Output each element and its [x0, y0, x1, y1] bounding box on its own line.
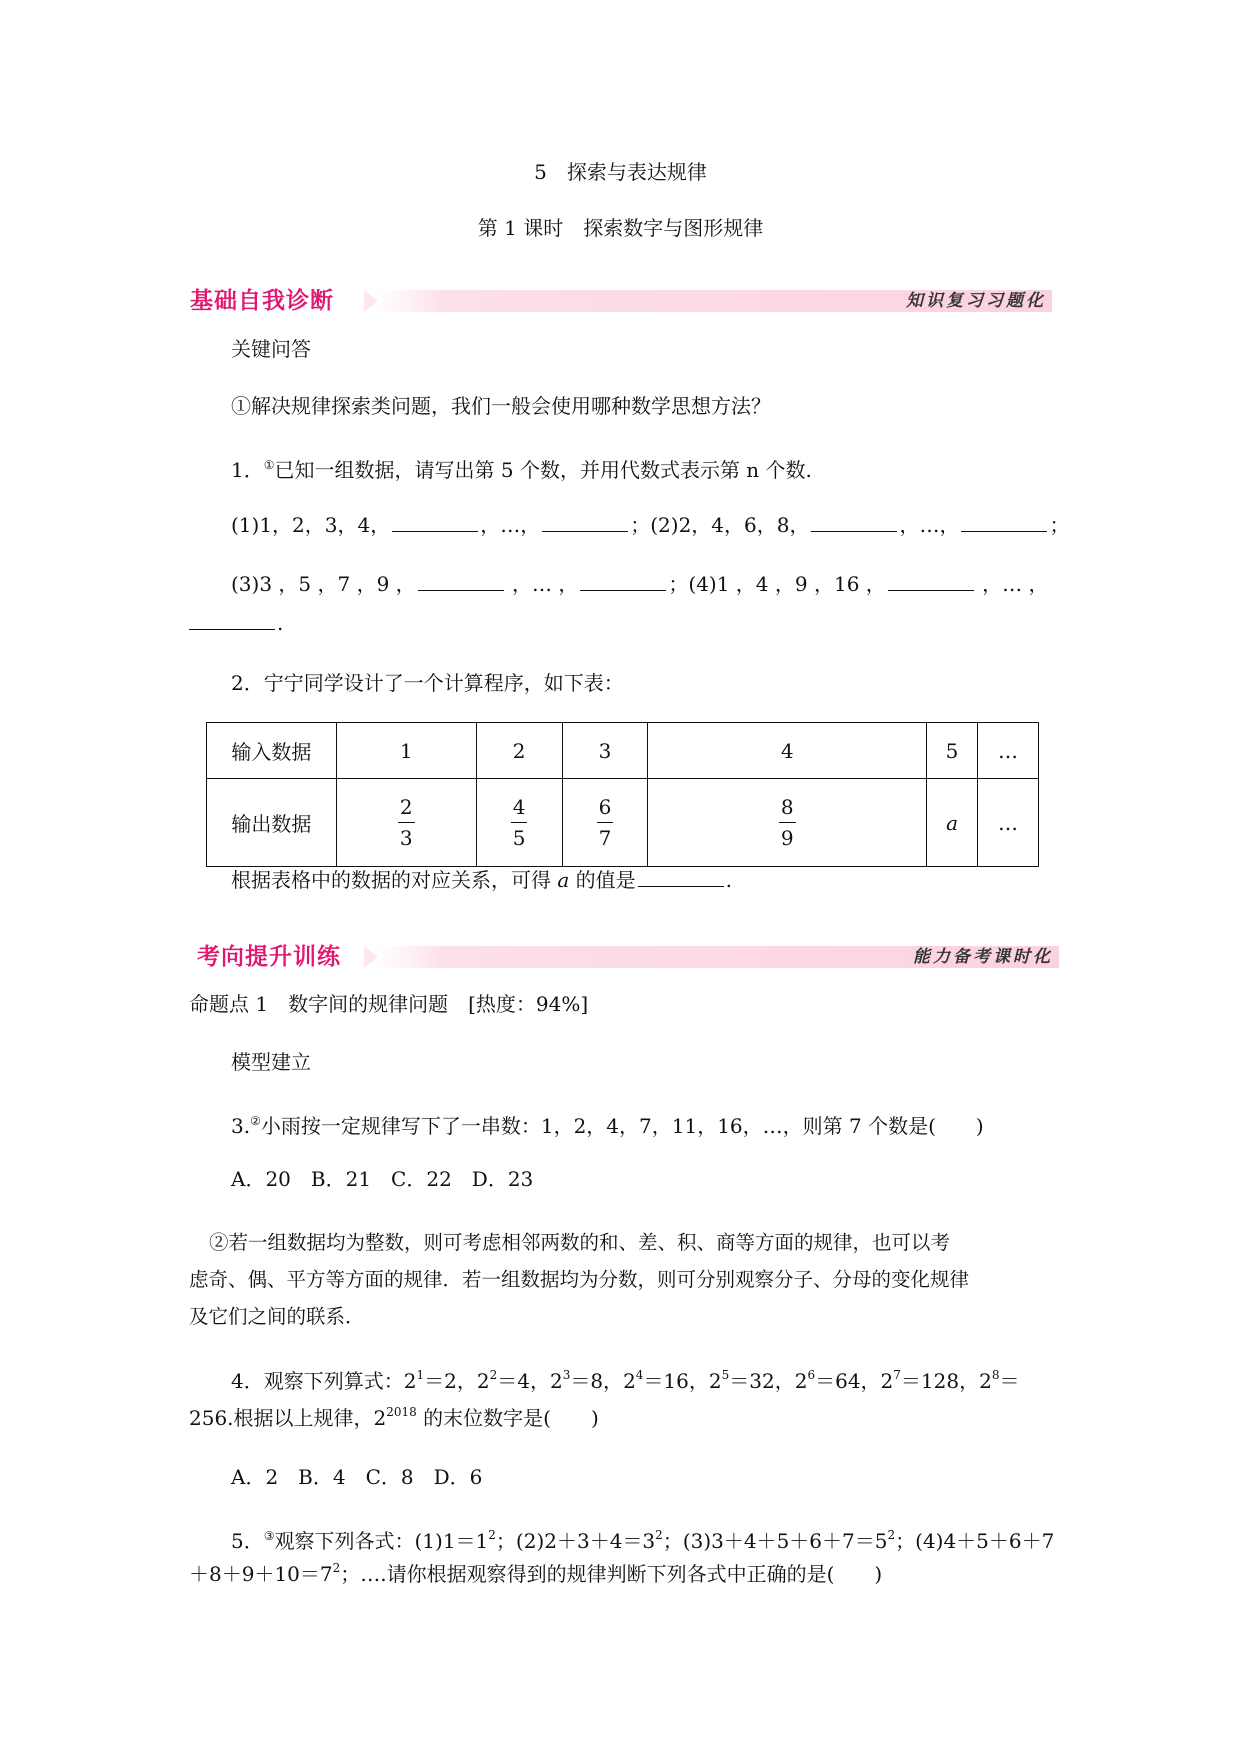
- power-base: 2: [403, 1369, 417, 1393]
- section-banner-basic: [190, 286, 1052, 316]
- table-cell: [562, 779, 648, 867]
- table-cell: 2: [476, 723, 562, 779]
- table-cell: 5: [927, 723, 978, 779]
- q1-part3: (3)3 ，5 ，7 ，9 ，: [231, 572, 416, 596]
- q1-sep: ，…，: [480, 513, 541, 537]
- key-question-1: ①解决规律探索类问题，我们一般会使用哪种数学思想方法？: [231, 394, 771, 418]
- q4-options: A．2 B．4 C．8 D．6: [231, 1465, 483, 1489]
- q4-line-2: [189, 1403, 599, 1433]
- power-exponent: 5: [721, 1368, 730, 1382]
- q5-text: ＋8＋9＋10＝7: [189, 1562, 333, 1586]
- q1-part4: ；(4)1 ，4 ，9 ，16 ，: [668, 572, 886, 596]
- table-cell: [927, 779, 978, 867]
- question-2: 2．宁宁同学设计了一个计算程序，如下表：: [231, 671, 624, 695]
- fraction: [597, 792, 614, 853]
- q5-square: 2: [332, 1561, 341, 1575]
- q5-text: ；….请你根据观察得到的规律判断下列各式中正确的是( ): [340, 1562, 883, 1586]
- denominator: 9: [780, 826, 794, 850]
- answer-blank[interactable]: [392, 513, 478, 532]
- lesson-title: 第 1 课时 探索数字与图形规律: [477, 216, 764, 240]
- q1-row-1: [231, 510, 1069, 540]
- power-result: ＝8，: [570, 1369, 624, 1393]
- table-cell: 3: [562, 723, 648, 779]
- power-base: 2: [476, 1369, 490, 1393]
- q4-intro: 4．观察下列算式：: [231, 1369, 404, 1393]
- answer-blank[interactable]: [961, 513, 1047, 532]
- q1-marker: ①: [263, 458, 275, 472]
- q3-number: 3.: [231, 1114, 251, 1138]
- q2-end: .: [725, 868, 733, 892]
- power-exponent: 8: [991, 1368, 1000, 1382]
- topic-point-1: 命题点 1 数字间的规律问题 [热度：94%]: [189, 992, 589, 1016]
- power-result: ＝4，: [497, 1369, 550, 1393]
- q5-square: 2: [655, 1528, 663, 1542]
- section-title-advanced: 考向提升训练: [197, 944, 341, 970]
- row-label-output: 输出数据: [207, 779, 337, 867]
- q1-period: .: [277, 611, 284, 635]
- q1-number: 1．: [231, 458, 264, 482]
- answer-blank[interactable]: [580, 572, 666, 591]
- q1-sep: ，… ，: [505, 572, 579, 596]
- answer-blank[interactable]: [542, 513, 628, 532]
- power-result: ＝: [999, 1369, 1020, 1393]
- key-qa-label: 关键问答: [231, 337, 311, 361]
- power-base: 2: [623, 1369, 636, 1393]
- power-exponent: 7: [893, 1368, 901, 1382]
- numerator: 6: [597, 792, 614, 823]
- q2-followup: [231, 865, 732, 895]
- q5-text: 观察下列各式：(1)1＝1: [274, 1529, 489, 1553]
- q1-text: 已知一组数据，请写出第 5 个数，并用代数式表示第 n 个数.: [274, 458, 812, 482]
- numerator: 8: [779, 792, 796, 823]
- q1-sep: ，… ，: [975, 572, 1049, 596]
- q5-number: 5．: [231, 1529, 264, 1553]
- table-cell: 4: [648, 723, 927, 779]
- q1-part2: ；(2)2，4，6，8，: [630, 513, 810, 537]
- answer-blank[interactable]: [189, 611, 275, 630]
- chapter-title: 5 探索与表达规律: [534, 160, 707, 184]
- q1-end: ；: [1049, 513, 1070, 537]
- numerator: 4: [511, 792, 528, 823]
- q3-marker: ②: [250, 1114, 261, 1128]
- q5-line-2: [189, 1559, 882, 1589]
- row-label-input: 输入数据: [207, 723, 337, 779]
- q3-text: 小雨按一定规律写下了一串数：1，2，4，7，11，16，…，则第 7 个数是( ): [260, 1114, 984, 1138]
- q1-part1: (1)1，2，3，4，: [231, 513, 391, 537]
- power-result: ＝64，: [815, 1369, 881, 1393]
- fraction: [779, 792, 796, 853]
- note-2-line-1: ②若一组数据均为整数，则可考虑相邻两数的和、差、积、商等方面的规律，也可以考: [209, 1231, 951, 1254]
- q4-line2-pre: 256.根据以上规律，2: [189, 1406, 387, 1430]
- power-exponent: 2: [489, 1368, 498, 1382]
- denominator: 3: [399, 826, 413, 850]
- q1-row-3: [189, 608, 283, 638]
- power-result: ＝32，: [729, 1369, 795, 1393]
- table-cell: [476, 779, 562, 867]
- note-2-line-3: 及它们之间的联系．: [189, 1305, 365, 1328]
- note-2-line-2: 虑奇、偶、平方等方面的规律．若一组数据均为分数，则可分别观察分子、分母的变化规律: [189, 1268, 970, 1291]
- model-label: 模型建立: [231, 1050, 311, 1074]
- q5-marker: ③: [263, 1529, 275, 1543]
- fraction: [398, 792, 415, 853]
- table-cell: …: [978, 723, 1039, 779]
- q5-square: 2: [887, 1528, 896, 1542]
- table-row-output: [207, 779, 1039, 867]
- power-exponent: 4: [635, 1368, 644, 1382]
- section-title-basic: 基础自我诊断: [190, 288, 334, 314]
- q5-text: ；(4)4＋5＋6＋7: [895, 1529, 1055, 1553]
- q2-followup-pre: 根据表格中的数据的对应关系，可得: [231, 868, 558, 892]
- section-tag-basic: 知识复习习题化: [906, 291, 1046, 311]
- denominator: 7: [598, 826, 612, 850]
- q5-square: 2: [488, 1528, 496, 1542]
- power-base: 2: [708, 1369, 722, 1393]
- q2-followup-post: 的值是: [569, 868, 636, 892]
- answer-blank[interactable]: [811, 513, 897, 532]
- section-banner-advanced: [197, 942, 1059, 972]
- power-base: 2: [549, 1369, 563, 1393]
- fraction: [511, 792, 528, 853]
- power-base: 2: [979, 1369, 992, 1393]
- question-1: [231, 450, 812, 485]
- power-base: 2: [880, 1369, 894, 1393]
- program-table: [206, 722, 1039, 867]
- power-base: 2: [794, 1369, 808, 1393]
- section-tag-advanced: 能力备考课时化: [913, 947, 1053, 967]
- numerator: 2: [398, 792, 415, 823]
- answer-blank[interactable]: [888, 572, 974, 591]
- question-5: [231, 1521, 1054, 1556]
- q3-options: A．20 B．21 C．22 D．23: [231, 1167, 534, 1191]
- question-3: [231, 1106, 984, 1141]
- table-cell: …: [978, 779, 1039, 867]
- q4-equations: [404, 1369, 1020, 1393]
- q1-sep: ，…，: [899, 513, 960, 537]
- table-cell: [648, 779, 927, 867]
- power-result: ＝128，: [900, 1369, 980, 1393]
- table-row-input: [207, 723, 1039, 779]
- denominator: 5: [512, 826, 526, 850]
- table-cell: 1: [336, 723, 476, 779]
- q4-exponent: 2018: [386, 1405, 417, 1419]
- answer-blank[interactable]: [638, 868, 724, 887]
- question-4: [231, 1366, 1019, 1396]
- q2-variable: a: [557, 868, 570, 892]
- unknown-a: a: [946, 810, 958, 835]
- table-cell: [336, 779, 476, 867]
- q5-text: ；(3)3＋4＋5＋6＋7＝5: [662, 1529, 888, 1553]
- power-exponent: 3: [562, 1368, 571, 1382]
- q1-row-2: [231, 569, 1049, 599]
- power-exponent: 6: [807, 1368, 816, 1382]
- power-exponent: 1: [416, 1368, 425, 1382]
- answer-blank[interactable]: [418, 572, 504, 591]
- q4-line2-post: 的末位数字是( ): [416, 1406, 599, 1430]
- power-result: ＝2，: [424, 1369, 477, 1393]
- power-result: ＝16，: [643, 1369, 709, 1393]
- q5-text: ；(2)2＋3＋4＝3: [495, 1529, 656, 1553]
